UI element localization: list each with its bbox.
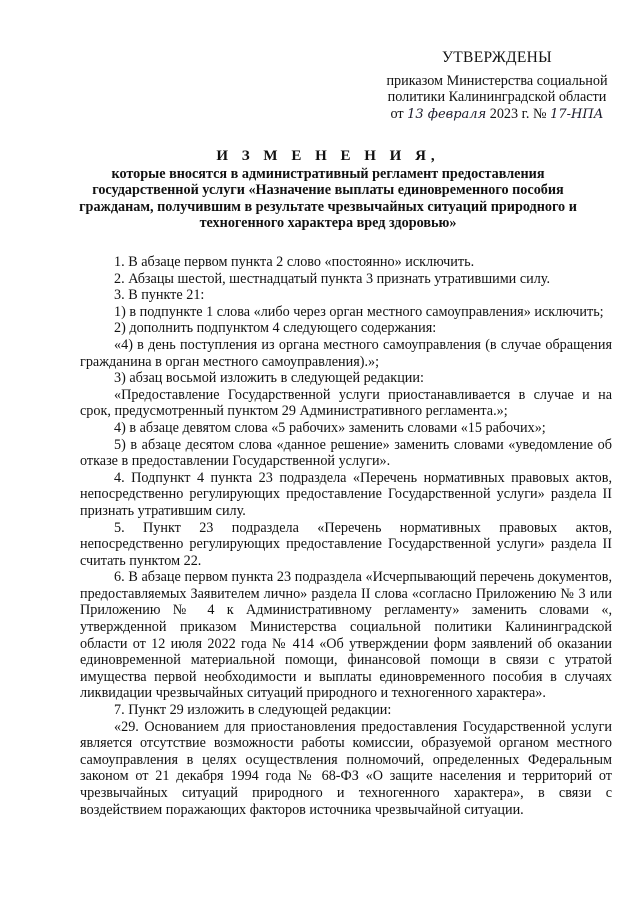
paragraph: «29. Основанием для приостановления предоставления Государственной услуги является отсутствие возможности работы комиссии, образуемой органом местного самоуправления в целях осуществления полномочий, определенных Федеральным законом от 21 декабря 1994 года № 68-ФЗ «О защите населения и территорий от чрезвычайных ситуаций природного и техногенного характера», в связи с воздействием поражающих факторов источника чрезвычайной ситуации.: [80, 718, 612, 818]
paragraph: 5) в абзаце десятом слова «данное решение» заменить словами «уведомление об отказе в предоставлении Государственной услуги».: [80, 436, 612, 470]
approval-date-prefix: от: [390, 105, 404, 122]
approval-year-number-label: 2023 г. №: [489, 105, 547, 122]
title-subtitle: которые вносятся в административный регламент предоставления государственной услуги «Назначение выплаты единовременного пособия гражданам, получившим в результате чрезвычайных ситуаций природного и техногенного характера вред здоровью»: [79, 165, 577, 232]
paragraph: 1. В абзаце первом пункта 2 слово «постоянно» исключить.: [114, 254, 475, 270]
paragraph: 2) дополнить подпунктом 4 следующего содержания:: [114, 320, 437, 337]
approval-block: [366, 50, 628, 123]
paragraph: «Предоставление Государственной услуги приостанавливается в случае и на срок, предусмотренный пунктом 29 Административного регламента.»;: [80, 386, 612, 420]
document-body: [80, 254, 612, 818]
paragraph: 2. Абзацы шестой, шестнадцатый пункта 3 признать утратившими силу.: [114, 270, 551, 287]
paragraph: 4) в абзаце девятом слова «5 рабочих» заменить словами «15 рабочих»;: [114, 419, 546, 436]
paragraph: 5. Пункт 23 подраздела «Перечень нормативных правовых актов, непосредственно регулирующих предоставление Государственной услуги» раздела II считать пунктом 22.: [80, 519, 612, 569]
document-title: [60, 148, 596, 232]
approval-line-2: политики Калининградской области: [387, 89, 607, 106]
title-heading: И З М Е Н Е Н И Я,: [216, 148, 440, 164]
paragraph: 7. Пункт 29 изложить в следующей редакции:: [114, 702, 392, 719]
approval-line-3: [366, 106, 628, 124]
approval-heading: УТВЕРЖДЕНЫ: [442, 49, 552, 66]
paragraph: 3. В пункте 21:: [114, 287, 205, 304]
paragraph: 1) в подпункте 1 слова «либо через орган местного самоуправления» исключить;: [114, 303, 604, 320]
approval-line-1: приказом Министерства социальной: [386, 72, 608, 89]
paragraph: 6. В абзаце первом пункта 23 подраздела «Исчерпывающий перечень документов, предоставляемых Заявителем лично» раздела II слова «согласно Приложению № 3 или Приложению № 4 к Административному регламенту» заменить словами «, утвержденной приказом Министерства социальной политики Калининградской области от 12 июля 2022 года № 414 «Об утверждении форм заявлений об оказании единовременной материальной помощи, финансовой помощи в связи с утратой имущества первой необходимости и выплаты единовременного пособия в случаях ликвидации чрезвычайных ситуаций природного и техногенного характера».: [80, 569, 612, 702]
paragraph: 4. Подпункт 4 пункта 23 подраздела «Перечень нормативных правовых актов, непосредственно регулирующих предоставление Государственной услуги» раздела II признать утратившим силу.: [80, 469, 612, 519]
handwritten-date: 13 февраля: [407, 106, 487, 122]
paragraph: 3) абзац восьмой изложить в следующей редакции:: [114, 370, 424, 387]
handwritten-number: 17-НПА: [550, 106, 604, 122]
paragraph: «4) в день поступления из органа местного самоуправления (в случае обращения гражданина в орган местного самоуправления).»;: [80, 336, 612, 370]
